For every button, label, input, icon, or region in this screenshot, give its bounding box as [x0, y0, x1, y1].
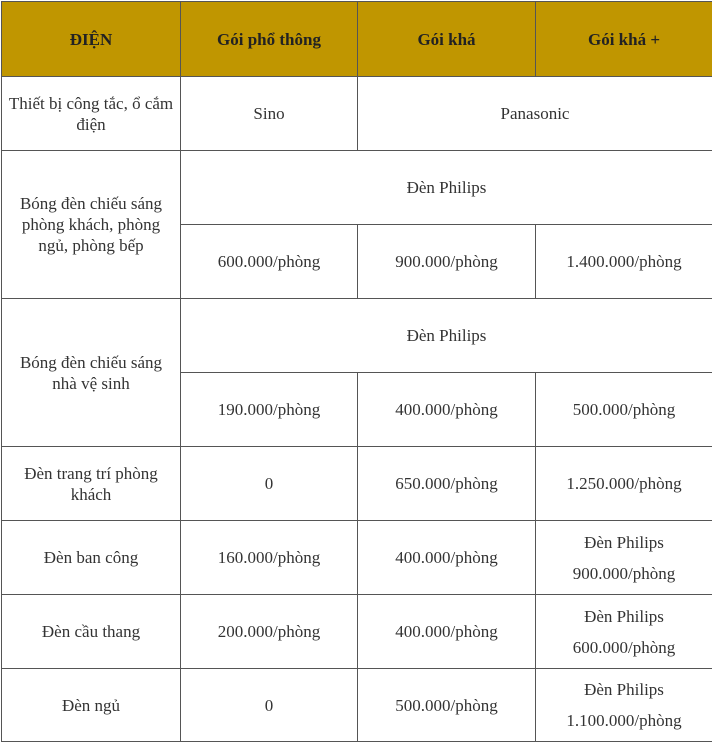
table-row-sleep-light — [2, 669, 712, 742]
cell-basic: 160.000/phòng — [181, 521, 358, 595]
cell-good-plus — [536, 595, 712, 669]
cell-good-plus — [536, 669, 712, 742]
table-row-decor-light — [2, 447, 712, 521]
cell-brand-merged: Đèn Philips — [181, 299, 712, 373]
cell-basic: 200.000/phòng — [181, 595, 358, 669]
electric-pricing-table — [1, 1, 712, 742]
cell-good: 400.000/phòng — [358, 373, 536, 447]
header-basic-package: Gói phổ thông — [181, 2, 358, 77]
cell-good-plus: 1.250.000/phòng — [536, 447, 712, 521]
table-row-living-light-brand — [2, 151, 712, 225]
cell-basic: Sino — [181, 77, 358, 151]
cell-good: 400.000/phòng — [358, 595, 536, 669]
table-row-toilet-light-brand — [2, 299, 712, 373]
cell-brand: Đèn Philips — [542, 527, 706, 558]
cell-price: 600.000/phòng — [542, 632, 706, 663]
row-label: Thiết bị công tắc, ổ cắm điện — [2, 77, 181, 151]
table-row-stair-light — [2, 595, 712, 669]
row-label: Bóng đèn chiếu sáng phòng khách, phòng ngủ, phòng bếp — [2, 151, 181, 299]
cell-basic: 0 — [181, 669, 358, 742]
header-good-package: Gói khá — [358, 2, 536, 77]
table-row-switch — [2, 77, 712, 151]
row-label: Đèn cầu thang — [2, 595, 181, 669]
cell-price: 900.000/phòng — [542, 558, 706, 589]
table-row-balcony-light — [2, 521, 712, 595]
cell-brand: Đèn Philips — [542, 674, 706, 705]
cell-basic: 190.000/phòng — [181, 373, 358, 447]
cell-good: 650.000/phòng — [358, 447, 536, 521]
cell-price: 1.100.000/phòng — [542, 705, 706, 736]
cell-brand: Đèn Philips — [542, 601, 706, 632]
header-good-plus-package: Gói khá + — [536, 2, 712, 77]
cell-good: 500.000/phòng — [358, 669, 536, 742]
cell-brand-merged: Đèn Philips — [181, 151, 712, 225]
cell-good-plus — [536, 521, 712, 595]
row-label: Đèn ngủ — [2, 669, 181, 742]
cell-basic: 600.000/phòng — [181, 225, 358, 299]
table-header-row — [2, 2, 712, 77]
cell-basic: 0 — [181, 447, 358, 521]
cell-good: 400.000/phòng — [358, 521, 536, 595]
cell-good-plus: 500.000/phòng — [536, 373, 712, 447]
cell-good-plus: 1.400.000/phòng — [536, 225, 712, 299]
cell-good: 900.000/phòng — [358, 225, 536, 299]
row-label: Đèn trang trí phòng khách — [2, 447, 181, 521]
cell-good-merged: Panasonic — [358, 77, 712, 151]
row-label: Bóng đèn chiếu sáng nhà vệ sinh — [2, 299, 181, 447]
row-label: Đèn ban công — [2, 521, 181, 595]
header-electric: ĐIỆN — [2, 2, 181, 77]
